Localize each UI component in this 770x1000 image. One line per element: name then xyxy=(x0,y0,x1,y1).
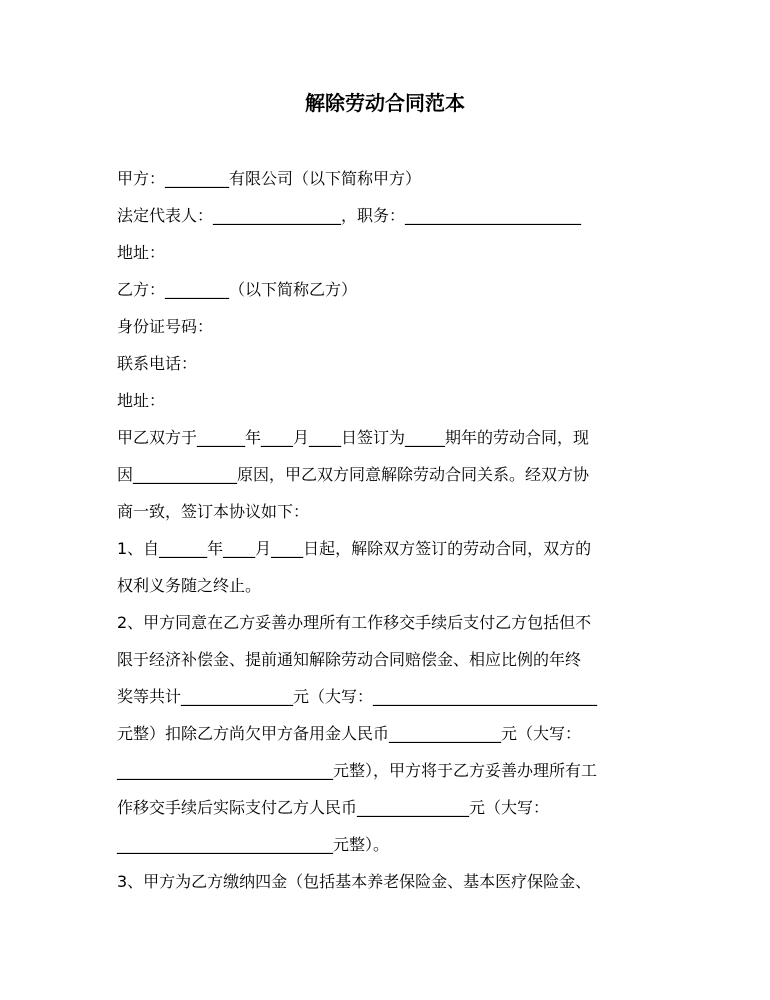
document-title: 解除劳动合同范本 xyxy=(305,91,465,115)
phone-line: 联系电话： xyxy=(117,354,198,373)
legal-representative-line: 法定代表人：________________，职务：______________________ xyxy=(117,206,582,225)
contract-body xyxy=(117,160,662,900)
clause-2-line-1: 2、甲方同意在乙方妥善办理所有工作移交手续后支付乙方包括但不 xyxy=(117,613,592,632)
id-number-line: 身份证号码： xyxy=(117,317,214,336)
party-b-address-line: 地址： xyxy=(117,391,166,410)
party-a-line: 甲方：________有限公司（以下简称甲方） xyxy=(117,169,422,188)
clause-1-line-1: 1、自______年____月____日起，解除双方签订的劳动合同，双方的 xyxy=(117,539,592,558)
intro-paragraph-line-3: 商一致，签订本协议如下： xyxy=(117,502,310,521)
clause-2-line-4: 元整）扣除乙方尚欠甲方备用金人民币______________元（大写： xyxy=(117,724,582,743)
clause-2-line-2: 限于经济补偿金、提前通知解除劳动合同赔偿金、相应比例的年终 xyxy=(117,650,582,669)
intro-paragraph-line-2: 因_____________原因，甲乙双方同意解除劳动合同关系。经双方协 xyxy=(117,465,590,484)
party-b-line: 乙方：________（以下简称乙方） xyxy=(117,280,358,299)
clause-1-line-2: 权利义务随之终止。 xyxy=(117,576,262,595)
clause-2-line-3: 奖等共计______________元（大写：____________________________ xyxy=(117,687,598,706)
clause-2-line-6: 作移交手续后实际支付乙方人民币______________元（大写： xyxy=(117,798,550,817)
clause-2-line-7: ___________________________元整）。 xyxy=(117,835,390,854)
clause-3-line-1: 3、甲方为乙方缴纳四金（包括基本养老保险金、基本医疗保险金、 xyxy=(117,872,592,891)
clause-2-line-5: ___________________________元整），甲方将于乙方妥善办理所有工 xyxy=(117,761,598,780)
party-a-address-line: 地址： xyxy=(117,243,166,262)
intro-paragraph-line-1: 甲乙双方于______年____月____日签订为_____期年的劳动合同，现 xyxy=(117,428,590,447)
